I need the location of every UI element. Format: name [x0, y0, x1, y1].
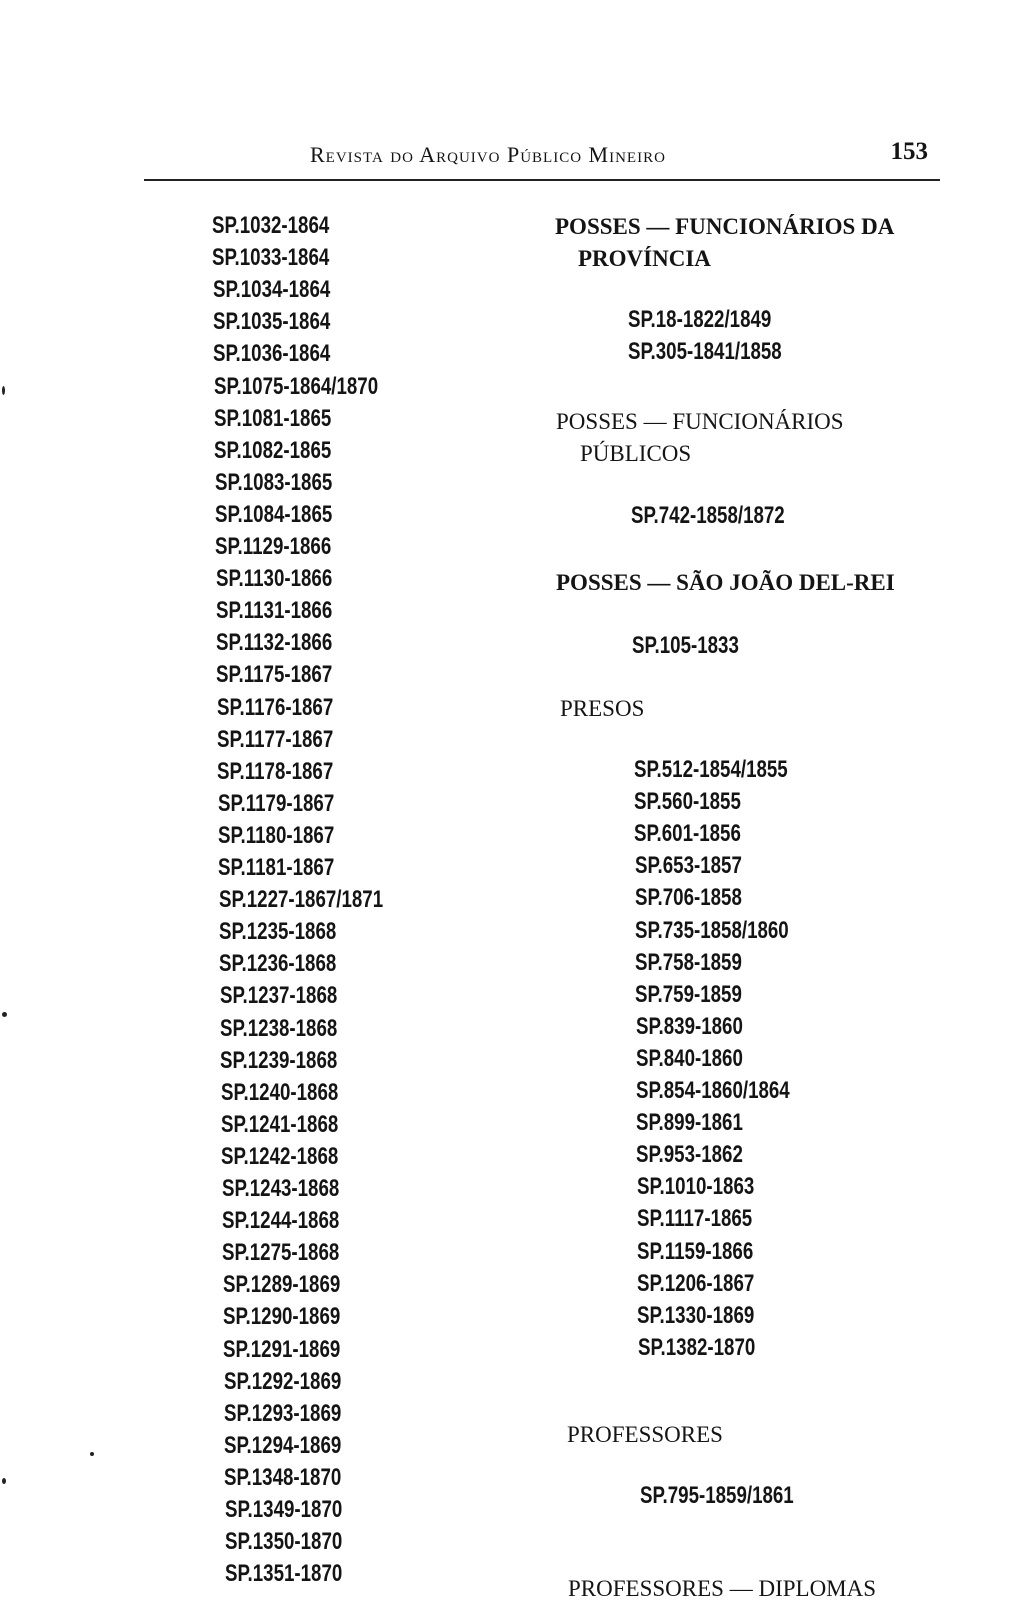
index-entry: SP.1348-1870 [224, 1463, 342, 1491]
index-entry: SP.601-1856 [634, 820, 742, 848]
index-entry: SP.1237-1868 [219, 982, 337, 1010]
index-entry: SP.653-1857 [634, 852, 742, 880]
scan-speck [2, 1478, 6, 1484]
index-entry: SP.742-1858/1872 [631, 502, 785, 529]
index-entry: SP.1242-1868 [221, 1142, 339, 1170]
index-entry: SP.18-1822/1849 [628, 306, 772, 333]
index-entry: SP.1033-1864 [212, 244, 330, 272]
index-entry: SP.305-1841/1858 [628, 338, 782, 365]
index-entry: SP.840-1860 [635, 1044, 743, 1072]
index-entry: SP.1159-1866 [637, 1237, 754, 1265]
index-entry: SP.1240-1868 [220, 1078, 338, 1106]
section-heading: POSSES — FUNCIONÁRIOS DA [555, 214, 895, 239]
index-entry: SP.1275-1868 [222, 1239, 340, 1267]
index-entry: SP.1238-1868 [220, 1014, 338, 1042]
index-entry: SP.1032-1864 [212, 212, 330, 239]
index-entry: SP.1235-1868 [219, 918, 337, 946]
index-entry: SP.1075-1864/1870 [213, 372, 378, 400]
index-entry: SP.1034-1864 [212, 276, 330, 304]
index-entry: SP.759-1859 [635, 980, 743, 1008]
index-entry: SP.1382-1870 [637, 1333, 755, 1361]
index-entry: SP.1177-1867 [217, 725, 334, 753]
index-entry: SP.1289-1869 [222, 1271, 340, 1299]
index-entry: SP.1083-1865 [214, 468, 332, 496]
header-rule [144, 179, 940, 181]
index-entry: SP.1293-1869 [223, 1399, 342, 1427]
index-entry: SP.1176-1867 [216, 693, 334, 721]
section-heading: POSSES — FUNCIONÁRIOS [556, 409, 844, 434]
index-entry: SP.1084-1865 [214, 500, 333, 528]
index-entry: SP.1010-1863 [636, 1173, 754, 1201]
index-entry: SP.1239-1868 [220, 1046, 338, 1074]
index-entry: SP.1129-1866 [215, 533, 332, 560]
index-entry: SP.795-1859/1861 [640, 1482, 794, 1509]
section-heading: PROFESSORES — DIPLOMAS [568, 1576, 877, 1601]
journal-title: Revista do Arquivo Público Mineiro [310, 142, 666, 167]
index-entry: SP.1180-1867 [218, 821, 335, 849]
index-entry: SP.1117-1865 [636, 1205, 753, 1233]
running-head [144, 136, 936, 176]
index-entry: SP.735-1858/1860 [635, 916, 789, 944]
index-entry: SP.1132-1866 [216, 629, 333, 657]
page-number: 153 [890, 138, 928, 165]
index-entry: SP.1292-1869 [223, 1367, 341, 1395]
index-entry: SP.1178-1867 [217, 757, 334, 785]
index-entry: SP.1290-1869 [222, 1303, 341, 1331]
index-entry: SP.1291-1869 [223, 1335, 341, 1363]
index-entry: SP.1241-1868 [220, 1110, 339, 1138]
index-entry: SP.1227-1867/1871 [218, 886, 383, 914]
index-entry: SP.758-1859 [635, 948, 743, 976]
index-entry: SP.1035-1864 [212, 308, 331, 336]
index-entry: SP.1349-1870 [224, 1496, 343, 1523]
index-entry: SP.512-1854/1855 [634, 756, 788, 783]
index-entry: SP.1351-1870 [225, 1560, 343, 1588]
index-entry: SP.1181-1867 [218, 854, 335, 881]
index-entry: SP.105-1833 [632, 632, 739, 659]
index-entry: SP.1243-1868 [221, 1175, 339, 1202]
index-entry: SP.839-1860 [635, 1012, 743, 1040]
section-heading: POSSES — SÃO JOÃO DEL-REI [556, 570, 895, 595]
index-entry: SP.1175-1867 [216, 661, 333, 689]
index-entry: SP.1294-1869 [224, 1431, 342, 1459]
index-entry: SP.1130-1866 [215, 565, 332, 593]
index-entry: SP.1131-1866 [215, 597, 333, 625]
section-heading-cont: PROVÍNCIA [578, 246, 711, 271]
index-entry: SP.854-1860/1864 [636, 1077, 790, 1104]
scan-speck [2, 386, 5, 395]
section-heading-cont: PÚBLICOS [580, 441, 692, 466]
index-entry: SP.1244-1868 [221, 1207, 340, 1235]
index-entry: SP.899-1861 [636, 1109, 744, 1137]
index-entry: SP.1082-1865 [214, 436, 332, 464]
index-entry: SP.1179-1867 [217, 789, 335, 817]
index-entry: SP.560-1855 [634, 788, 742, 816]
scan-speck [2, 1012, 7, 1017]
index-entry: SP.1206-1867 [637, 1269, 755, 1297]
index-entry: SP.1081-1865 [213, 404, 332, 432]
index-entry: SP.953-1862 [636, 1141, 744, 1169]
index-entry: SP.1036-1864 [213, 340, 331, 368]
section-heading: PRESOS [560, 696, 645, 721]
scan-speck [90, 1452, 94, 1456]
index-entry: SP.1236-1868 [219, 950, 337, 978]
section-heading: PROFESSORES [567, 1422, 723, 1447]
index-entry: SP.1330-1869 [637, 1301, 755, 1329]
index-entry: SP.706-1858 [634, 884, 742, 912]
index-entry: SP.1350-1870 [225, 1528, 343, 1556]
